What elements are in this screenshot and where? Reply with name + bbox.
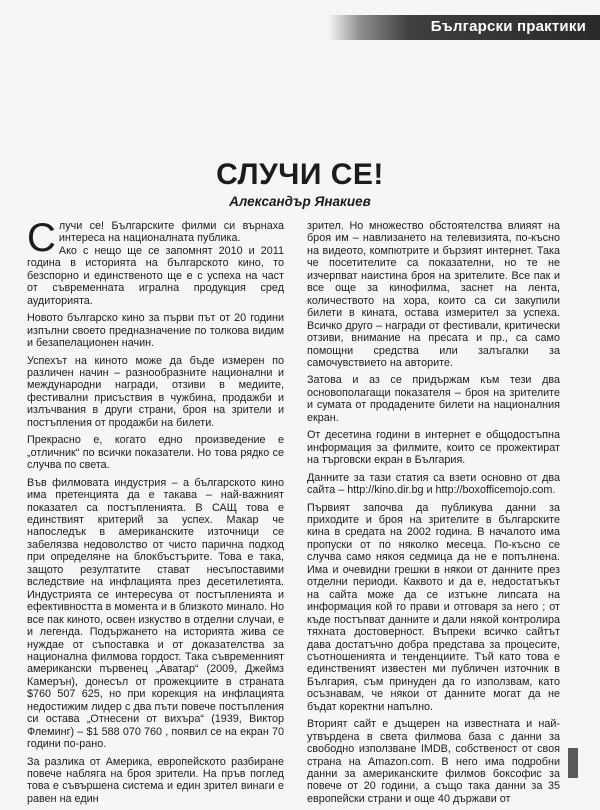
paragraph: лучи се! Българските филми си върнаха интереса на националната публика. Ако с нещо ще се запомнят 2010 и 2011 година в историята на българското кино, то безспорно и единственото ще е с успеха на част от съвременната игрална продукция сред аудиторията. — [27, 220, 284, 307]
article-column-right — [307, 220, 560, 810]
section-header-label: Български практики — [430, 18, 586, 35]
section-header-bar — [328, 15, 600, 40]
paragraph: Новото българско кино за първи път от 20 години изпълни своето предназначение по толкова видим и безапелационен начин. — [27, 312, 284, 350]
paragraph: Прекрасно е, когато едно произведение е „отличник“ по всички показатели. Но това рядко се случва по света. — [27, 434, 284, 472]
paragraph: Във филмовата индустрия – а българското кино има претенцията да е такава – най-важният показател са постъпленията. В САЩ това е единствият критерий за успех. Макар че напоследък в американските източници се забелязва недоволство от чисто парична подход при определяне на блокбъстърите. Това е така, защото резултатите стават несъпоставими вследствие на инфлацията през десетилетията. Индустрията се интересува от постъпленията и ефективността в момента и в близкото минало. Но все пак киното, освен изкуство в отделни случаи, е и легенда. Подържането на историята жива се нуждае от съпоставка и от доказателства за национална филмова гордост. Така съвременният американски първенец „Аватар“ (2009, Джеймз Камерън), донесъл от прожекциите в страната $760 507 625, но при корекция на инфлацията недостижим лидер с два пъти повече постъпления си остава „Отнесени от вихъра“ (1939, Виктор Флеминг) – $1 588 070 760 , появил се на екран 70 години по-рано. — [27, 476, 284, 751]
paragraph: Данните за тази статия са взети основно от два сайта – http://kino.dir.bg и http://boxofficemojo.com. — [307, 471, 560, 497]
paragraph: Първият започва да публикува данни за приходите и броя на зрителите в българските кина в средата на 2002 година. В началото има пропуски от по няколко месеца. По-късно се случва само някоя седмица да не е попълнена. Има и очевидни грешки в някои от данните през отделни периоди. Каквото и да е, недостатъкът на сайта може да се изтъкне липсата на информация кой го прави и отговаря за него ; от къде постъпват данните и дали някой контролира тяхната достоверност. Въпреки всичко сайтът дава достатъчно добра представа за процесите, съотношенията и тенденциите. Тъй като това е единственият известен ми публичен източник в България, съм принуден да го използвам, като осъзнавам, че някои от данните могат да не бъдат коректни напълно. — [307, 501, 560, 713]
article-author: Александър Янакиев — [229, 194, 371, 209]
article-column-left — [27, 216, 284, 810]
paragraph: Затова и аз се придържам към тези два основополагащи показателя – броя на зрителите и сумата от продадените билети на националния екран. — [307, 374, 560, 424]
drop-cap: С — [27, 216, 56, 260]
paragraph: зрител. Но множество обстоятелства влияят на броя им – навлизането на телевизията, по-късно на видеото, компютрите и бързият интернет. Така че посетителите са показателни, но те не изчерпват наистина броя на зрителите. Все пак и все още за кинофилма, заснет на лента, количеството на хора, които са си закупили билети в кината, остава измерител за успеха. Всичко друго – награди от фестивали, критически отзиви, внимание на пресата и пр., са само помощни средства или залъгалки за самочувствието на авторите. — [307, 220, 560, 369]
paragraph: За разлика от Америка, европейското разбиране повече наблягa на броя зрители. На пръв поглед това е съвършена система и един зрител винаги е равен на един — [27, 755, 284, 805]
page-edge-tab — [568, 748, 578, 778]
paragraph: Успехът на киното може да бъде измерен по различен начин – разнообразните национални и международни награди, отзиви в медиите, фестивални присъствия в чужбина, продажби и излъчвания в други страни, броя на зрители и постъпления от продажби на билети. — [27, 354, 284, 429]
paragraph: От десетина години в интернет е общодостъпна информация за филмите, които се прожектират на търговски екран в България. — [307, 429, 560, 467]
article-title: СЛУЧИ СЕ! — [216, 158, 384, 191]
paragraph: Вторият сайт е дъщерен на известната и най-утвърдена в света филмова база с данни за свободно използване IMDB, собственост от своя страна на Amazon.com. В него има подробни данни за американските филмов боксофис за повече от 20 години, а също така данни за 35 европейски страни и още 40 държави от — [307, 718, 560, 805]
